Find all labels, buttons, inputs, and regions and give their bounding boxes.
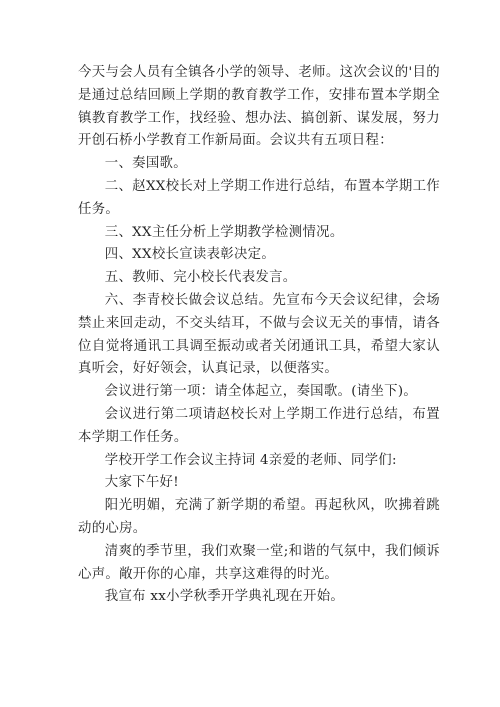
agenda-item-2: 二、赵XX校长对上学期工作进行总结，布置本学期工作任务。 — [78, 178, 440, 217]
agenda-item-4: 四、XX校长宣读表彰决定。 — [104, 247, 276, 263]
meeting-step-2: 会议进行第二项请赵校长对上学期工作进行总结，布置本学期工作任务。 — [78, 406, 440, 445]
speech-greeting: 学校开学工作会议主持词 4亲爱的老师、同学们: — [104, 452, 397, 468]
speech-announcement: 我宣布 xx小学秋季开学典礼现在开始。 — [104, 589, 345, 605]
agenda-item-6: 六、李青校长做会议总结。先宣布今天会议纪律，会场禁止来回走动，不交头结耳，不做与会议无关的事情，请各位自觉将通讯工具调至振动或者关闭通讯工具，希望大家认真听会，好好领会，认真记录，以便落实。 — [78, 292, 440, 377]
meeting-step-1: 会议进行第一项：请全体起立，奏国歌。(请坐下)。 — [104, 384, 418, 400]
agenda-item-5: 五、教师、完小校长代表发言。 — [104, 270, 297, 286]
agenda-item-1: 一、奏国歌。 — [104, 156, 187, 172]
speech-hello: 大家下午好! — [104, 475, 179, 491]
speech-paragraph-2: 清爽的季节里，我们欢聚一堂;和谐的气氛中，我们倾诉心声。敞开你的心扉，共享这难得的时光。 — [78, 543, 440, 582]
paragraph-intro: 今天与会人员有全镇各小学的领导、老师。这次会议的'目的是通过总结回顾上学期的教育教学工作，安排布置本学期全镇教育教学工作，找经验、想办法、搞创新、谋发展，努力开创石桥小学教育工作新局面。会议共有五项日程： — [78, 65, 440, 149]
speech-paragraph-1: 阳光明媚，充满了新学期的希望。再起秋风，吹拂着跳动的心房。 — [78, 498, 440, 536]
agenda-item-3: 三、XX主任分析上学期教学检测情况。 — [104, 224, 344, 240]
